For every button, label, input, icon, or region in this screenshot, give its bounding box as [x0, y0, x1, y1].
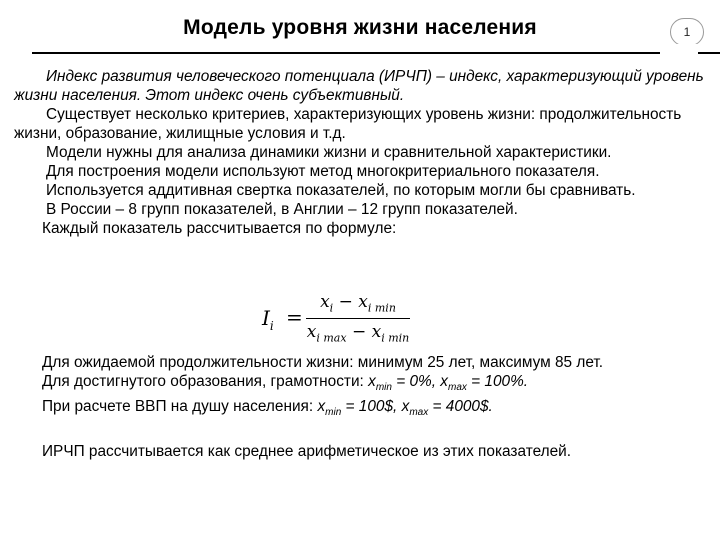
spacer	[42, 422, 714, 442]
paragraph-models-purpose: Модели нужны для анализа динамики жизни и сравнительной характеристики.	[46, 144, 612, 161]
note-summary: ИРЧП рассчитывается как среднее арифметическое из этих показателей.	[42, 443, 572, 461]
formula-denominator: $x_{i max} - x_{i min}$	[306, 322, 410, 345]
paragraph-additive-convolution: Используется аддитивная свертка показателей, по которым могли бы сравнивать.	[46, 182, 636, 199]
formula-fraction	[306, 292, 410, 344]
formula-lhs: $I_i$	[262, 306, 274, 333]
indicator-notes	[42, 353, 714, 461]
paragraph-hdi-definition: Индекс развития человеческого потенциала (ИРЧП) – индекс, характеризующий уровень жизни населения. Этот индекс очень субъективный.	[14, 68, 704, 104]
note-gdp: При расчете ВВП на душу населения: $x_{min}$ = 100$, $x_{max}$ = 4000$.	[42, 398, 493, 419]
slide-title: Модель уровня жизни населения	[183, 16, 537, 39]
paragraph-formula-intro: Каждый показатель рассчитывается по формуле:	[42, 220, 397, 237]
formula-equals: =	[286, 305, 303, 329]
paragraph-method: Для построения модели используют метод многокритериального показателя.	[46, 163, 600, 180]
formula-fraction-bar	[306, 318, 410, 319]
title-underline	[32, 52, 720, 54]
paragraph-groups-count: В России – 8 групп показателей, в Англии – 12 групп показателей.	[46, 201, 518, 218]
page-number-badge: 1	[670, 18, 704, 46]
body-text	[14, 67, 714, 238]
note-education: Для достигнутого образования, грамотности: $x_{min} = 0\%$, $x_{max} = 100\%$.	[42, 373, 529, 394]
note-life-expectancy: Для ожидаемой продолжительности жизни: минимум 25 лет, максимум 85 лет.	[42, 354, 604, 371]
paragraph-criteria: Существует несколько критериев, характеризующих уровень жизни: продолжительность жизни, образование, жилищные условия и т.д.	[14, 106, 682, 142]
formula-numerator: $x_i - x_{i min}$	[320, 292, 396, 315]
